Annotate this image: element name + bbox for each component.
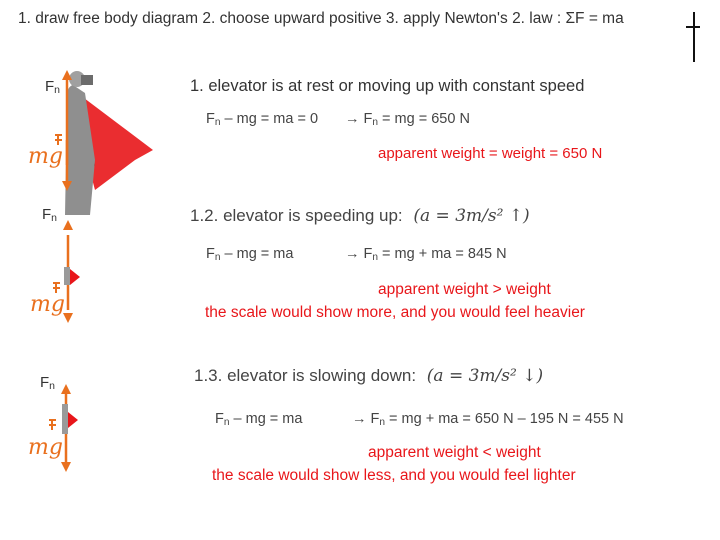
gravity-label-2: mg xyxy=(30,292,65,317)
case2-equation-left: $F_n$ – mg = ma xyxy=(206,246,294,264)
case3-title-text: 1.3. elevator is slowing down: xyxy=(194,366,417,385)
case3-equation-right: → $F_n$ = mg + ma = 650 N – 195 N = 455 N xyxy=(352,411,624,429)
normal-force-label-3: $F_n$ xyxy=(40,374,56,393)
case2-equation-right: → $F_n$ = mg + ma = 845 N xyxy=(345,246,507,264)
steps-header: 1. draw free body diagram 2. choose upward positive 3. apply Newton's 2. law : ΣF = ma xyxy=(18,10,624,27)
case2-acceleration: (a = 3m/s² ↑) xyxy=(413,206,530,226)
case3-equation-left: $F_n$ – mg = ma xyxy=(215,411,303,429)
case2-title-text: 1.2. elevator is speeding up: xyxy=(190,206,403,225)
case2-title xyxy=(190,206,530,226)
case1-result: apparent weight = weight = 650 N xyxy=(378,145,603,162)
case2-result-line1: apparent weight > weight xyxy=(378,281,551,298)
normal-force-label-2: $F_n$ xyxy=(42,206,58,225)
case3-result-line2: the scale would show less, and you would feel lighter xyxy=(212,467,576,484)
gravity-label-1: mg xyxy=(28,144,63,169)
free-body-diagram-2 xyxy=(28,215,88,335)
plus-icon-bar xyxy=(686,26,700,28)
case3-result-line1: apparent weight < weight xyxy=(368,444,541,461)
case2-result-line2: the scale would show more, and you would feel heavier xyxy=(205,304,585,321)
normal-force-label-1: $F_n$ xyxy=(45,78,61,97)
case1-equation-left: $F_n$ – mg = ma = 0 xyxy=(206,111,319,129)
free-body-diagram-3 xyxy=(26,372,86,482)
case1-equation-right: → $F_n$ = mg = 650 N xyxy=(345,111,470,129)
case3-title xyxy=(194,366,543,386)
case3-acceleration: (a = 3m/s² ↓) xyxy=(426,366,544,386)
case1-title: 1. elevator is at rest or moving up with constant speed xyxy=(190,77,585,95)
gravity-label-3: mg xyxy=(28,435,63,460)
plus-icon xyxy=(693,12,695,62)
